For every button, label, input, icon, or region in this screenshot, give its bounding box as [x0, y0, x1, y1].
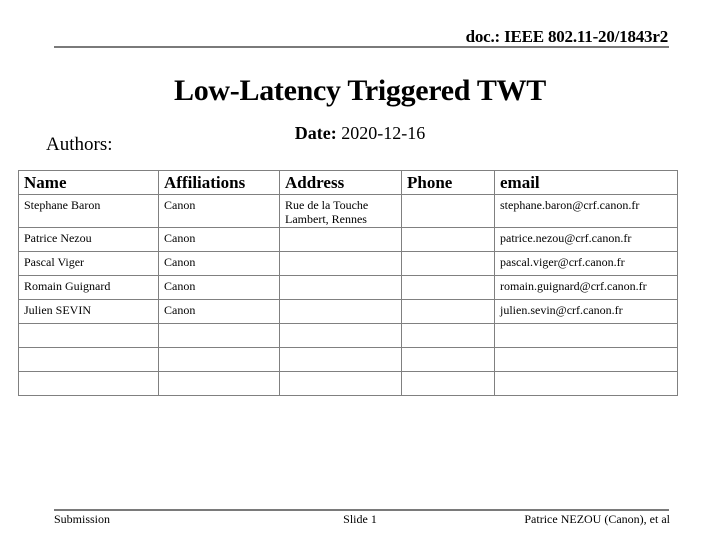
cell-phone: [402, 348, 495, 372]
cell-affiliation: [159, 372, 280, 396]
header-divider: [54, 46, 669, 48]
cell-phone: [402, 372, 495, 396]
cell-name: Patrice Nezou: [19, 228, 159, 252]
column-header-address: Address: [280, 171, 402, 195]
table-header-row: [19, 171, 678, 195]
table-row: [19, 195, 678, 228]
cell-name: [19, 372, 159, 396]
cell-phone: [402, 228, 495, 252]
cell-name: [19, 324, 159, 348]
cell-affiliation: [159, 348, 280, 372]
cell-name: Romain Guignard: [19, 276, 159, 300]
cell-affiliation: [159, 324, 280, 348]
column-header-name: Name: [19, 171, 159, 195]
cell-name: Pascal Viger: [19, 252, 159, 276]
footer-submission: Submission: [54, 512, 111, 526]
footer-slide-number: Slide 1: [343, 512, 377, 526]
table-row: [19, 252, 678, 276]
table-row: [19, 300, 678, 324]
table-row: [19, 276, 678, 300]
cell-address: [280, 372, 402, 396]
table-row: [19, 228, 678, 252]
document-id: doc.: IEEE 802.11-20/1843r2: [465, 27, 668, 46]
table-row-empty: [19, 324, 678, 348]
footer-author: Patrice NEZOU (Canon), et al: [524, 512, 670, 526]
date-value: 2020-12-16: [341, 123, 426, 143]
cell-affiliation: Canon: [159, 228, 280, 252]
cell-affiliation: Canon: [159, 300, 280, 324]
cell-phone: [402, 300, 495, 324]
cell-email: [495, 372, 678, 396]
cell-address: [280, 348, 402, 372]
date-label: Date:: [294, 123, 337, 143]
cell-email: stephane.baron@crf.canon.fr: [495, 195, 678, 228]
cell-phone: [402, 252, 495, 276]
cell-name: Julien SEVIN: [19, 300, 159, 324]
cell-email: [495, 348, 678, 372]
cell-phone: [402, 324, 495, 348]
cell-affiliation: Canon: [159, 252, 280, 276]
authors-table: [18, 170, 678, 396]
cell-email: julien.sevin@crf.canon.fr: [495, 300, 678, 324]
cell-email: romain.guignard@crf.canon.fr: [495, 276, 678, 300]
authors-label: Authors:: [46, 134, 113, 155]
column-header-affiliations: Affiliations: [159, 171, 280, 195]
cell-affiliation: Canon: [159, 195, 280, 228]
cell-email: pascal.viger@crf.canon.fr: [495, 252, 678, 276]
cell-address: Rue de la Touche Lambert, Rennes: [280, 195, 402, 228]
cell-email: [495, 324, 678, 348]
table-row-empty: [19, 348, 678, 372]
cell-affiliation: Canon: [159, 276, 280, 300]
slide-title: Low-Latency Triggered TWT: [174, 74, 546, 107]
cell-email: patrice.nezou@crf.canon.fr: [495, 228, 678, 252]
column-header-email: email: [495, 171, 678, 195]
footer-divider: [54, 509, 669, 511]
cell-name: [19, 348, 159, 372]
cell-address: [280, 252, 402, 276]
cell-address: [280, 300, 402, 324]
cell-phone: [402, 276, 495, 300]
cell-address: [280, 276, 402, 300]
table-row-empty: [19, 372, 678, 396]
column-header-phone: Phone: [402, 171, 495, 195]
cell-address: [280, 228, 402, 252]
cell-address: [280, 324, 402, 348]
cell-name: Stephane Baron: [19, 195, 159, 228]
cell-phone: [402, 195, 495, 228]
